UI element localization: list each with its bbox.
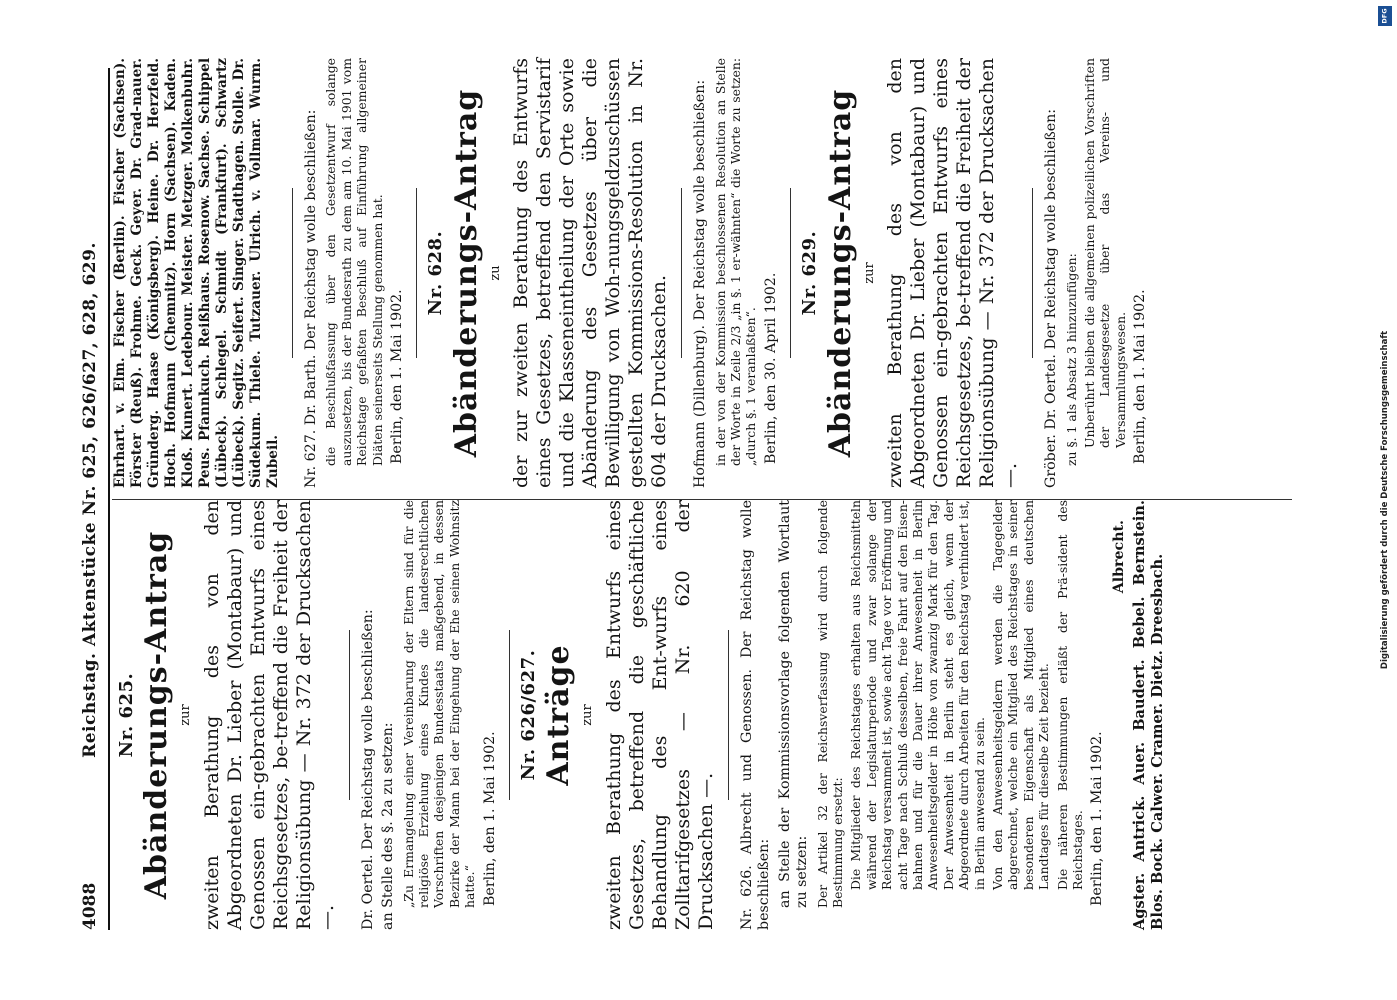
motion-625-text: „Zu Ermangelung einer Vereinbarung der Eltern sind für die religiöse Erziehung eines Kindes die landesrechtlichen Vorschriften desjenigen Bundesstaats maßgebend, in dessen Bezirke der Mann bei der Eingehung der Ehe seinen Wohnsitz hatte.“ bbox=[400, 500, 478, 908]
motion-625-zur: zur bbox=[178, 704, 194, 726]
motion-628-text: in der von der Kommission beschlossenen Resolution an Stelle der Worte in Zeile 2/3 „in §. 1 er-wähnten“ die Worte zu setzen: „durch §. 1 veranlaßten“. bbox=[712, 58, 759, 466]
motion-626-date: Berlin, den 1. Mai 1902. bbox=[1089, 731, 1106, 906]
motion-625-date: Berlin, den 1. Mai 1902. bbox=[481, 731, 498, 906]
motion-626-proposer: Nr. 626. Albrecht und Genossen. Der Reichstag wolle beschließen: bbox=[738, 500, 773, 930]
motion-626-description: zweiten Berathung des Entwurfs eines Gesetzes, betreffend die geschäftliche Behandlung des Ent-wurfs eines Zolltarifgesetzes — Nr. 620 der Drucksachen —. bbox=[602, 500, 717, 930]
motion-629-instruction: zu §. 1 als Absatz 3 hinzuzufügen: bbox=[1063, 253, 1079, 466]
dfg-logo-text: DFG bbox=[1381, 8, 1390, 24]
motion-629-number: Nr. 629. bbox=[799, 230, 821, 316]
motion-625-instruction: an Stelle des §. 2a zu setzen: bbox=[380, 722, 397, 930]
left-column bbox=[112, 500, 1292, 930]
motion-629-date: Berlin, den 1. Mai 1902. bbox=[1132, 289, 1149, 464]
motion-628-zu: zu bbox=[487, 265, 503, 281]
page-number: 4088 bbox=[80, 882, 100, 930]
motion-626-title: Anträge bbox=[541, 644, 577, 786]
separator bbox=[509, 630, 510, 800]
motion-626-signature: Albrecht. bbox=[1110, 520, 1127, 594]
motion-626-text-2: Von den Anwesenheitsgeldern werden die Tagegelder abgerechnet, welche ein Mitglied des Reichstages in seiner besonderen Eigenschaft als Mitglied eines deutschen Landtages für dieselbe Zeit bezieht. bbox=[989, 500, 1052, 890]
right-column bbox=[112, 58, 1292, 488]
funding-note-text: Digitalisierung gefördert durch die Deutsche Forschungsgemeinschaft bbox=[1380, 330, 1390, 670]
motion-629-title: Abänderungs-Antrag bbox=[822, 88, 858, 458]
motion-628-description: der zur zweiten Berathung des Entwurfs eines Gesetzes, betreffend den Servistarif und die Klasseneintheilung der Orte sowie Abänderung des Gesetzes über die Bewilligung von Woh-nungsgeldzuschüssen gestellten Kommissions-Resolution in Nr. 604 der Drucksachen. bbox=[510, 58, 671, 488]
header-rule bbox=[108, 68, 110, 930]
motion-626-zur: zur bbox=[580, 704, 596, 726]
funding-note bbox=[1378, 5, 1392, 995]
motion-626-number: Nr. 626/627. bbox=[518, 649, 540, 781]
running-header bbox=[80, 70, 102, 930]
separator bbox=[728, 630, 729, 800]
motion-629-description: zweiten Berathung des von den Abgeordneten Dr. Lieber (Montabaur) und Genossen ein-gebrachten Entwurfs eines Reichsgesetzes, be-treffend die Freiheit der Religionsübung — Nr. 372 der Drucksachen —. bbox=[884, 58, 1022, 488]
separator bbox=[416, 188, 417, 358]
motion-627-date: Berlin, den 1. Mai 1902. bbox=[389, 289, 406, 464]
cosigners-continued: Ehrhart. v. Elm. Fischer (Berlin). Fischer (Sachsen). Förster (Reuß). Frohme. Geck. Geyer. Dr. Grad-nauer. Gründerg. Haase (Königsberg). Heine. Dr. Herzfeld. Hoch. Hofmann (Chemnitz). Horn (Sachsen). Kaden. Kloß. Kunert. Ledebour. Meister. Metzger. Molkenbuhr. Peus. Pfannkuch. Reißhaus. Rosenow. Sachse. Schippel (Lübeck). Schlegel. Schmidt (Frankfurt). Schwartz (Lübeck). Segitz. Seifert. Singer. Stadthagen. Stolle. Dr. Südekum. Thiele. Tutzauer. Ulrich. v. Vollmar. Wurm. Zubeil. bbox=[112, 58, 281, 488]
motion-629-text: Unberührt bleiben die allgemeinen polizeilichen Vorschriften der Landesgesetze über das Vereins- und Versammlungswesen. bbox=[1081, 58, 1128, 448]
column-rule bbox=[112, 499, 1292, 500]
motion-626-article: Der Artikel 32 der Reichsverfassung wird durch folgende Bestimmung ersetzt: bbox=[814, 500, 845, 908]
separator bbox=[1032, 188, 1033, 358]
separator bbox=[790, 188, 791, 358]
motion-628-number: Nr. 628. bbox=[425, 230, 447, 316]
motion-627-proposer: Nr. 627. Dr. Barth. Der Reichstag wolle beschließen: bbox=[303, 109, 319, 488]
motion-628-proposer: Hofmann (Dillenburg). Der Reichstag wolle beschließen: bbox=[692, 79, 709, 488]
separator bbox=[349, 630, 350, 800]
motion-626-cosigners: Agster. Antrick. Auer. Baudert. Bebel. Bernstein. Blos. Bock. Calwer. Cramer. Dietz. Dreesbach. bbox=[1131, 500, 1167, 930]
motion-625-number: Nr. 625. bbox=[116, 672, 137, 758]
motion-626-text-3: Die näheren Bestimmungen erläßt der Prä-sident des Reichstages. bbox=[1054, 500, 1085, 890]
running-title: Reichstag. Aktenstücke Nr. 625, 626/627, 628, 629. bbox=[80, 242, 100, 758]
motion-626-instruction: an Stelle der Kommissionsvorlage folgenden Wortlaut zu setzen: bbox=[776, 500, 811, 908]
motion-625-proposer: Dr. Oertel. Der Reichstag wolle beschließen: bbox=[359, 609, 376, 930]
motion-629-proposer: Gröber. Dr. Oertel. Der Reichstag wolle beschließen: bbox=[1043, 108, 1060, 488]
motion-627-text: die Beschlußfassung über den Gesetzentwurf solange auszusetzen, bis der Bundesrath zu dem am 10. Mai 1901 vom Reichstage gefaßten Beschluß auf Einführung allgemeiner Diäten seinerseits Stellung genommen hat. bbox=[323, 58, 385, 466]
motion-625-description: zweiten Berathung des von den Abgeordneten Dr. Lieber (Montabaur) und Genossen ein-gebrachten Entwurfs eines Reichsgesetzes, be-treffend die Freiheit der Religionsübung — Nr. 372 der Drucksachen —. bbox=[200, 500, 338, 930]
separator bbox=[292, 188, 293, 358]
separator bbox=[681, 188, 682, 358]
motion-628-title: Abänderungs-Antrag bbox=[448, 88, 484, 458]
motion-629-zur: zur bbox=[861, 262, 877, 284]
motion-625-title: Abänderungs-Antrag bbox=[139, 530, 175, 900]
motion-628-date: Berlin, den 30. April 1902. bbox=[762, 272, 779, 464]
motion-626-text-1: Die Mitglieder des Reichstages erhalten aus Reichsmitteln während der Legislaturperiode und zwar solange der Reichstag versammelt ist, sowie acht Tage vor Eröffnung und acht Tage nach Schluß desselben, freie Fahrt auf den Eisen-bahnen und für die Dauer ihrer Anwesenheit in Berlin Anwesenheitsgelder in Höhe von zwanzig Mark für den Tag. Der Anwesenheit in Berlin steht es gleich, wenn der Abgeordnete durch Arbeiten für den Reichstag verhindert ist, in Berlin anwesend zu sein. bbox=[848, 500, 987, 890]
